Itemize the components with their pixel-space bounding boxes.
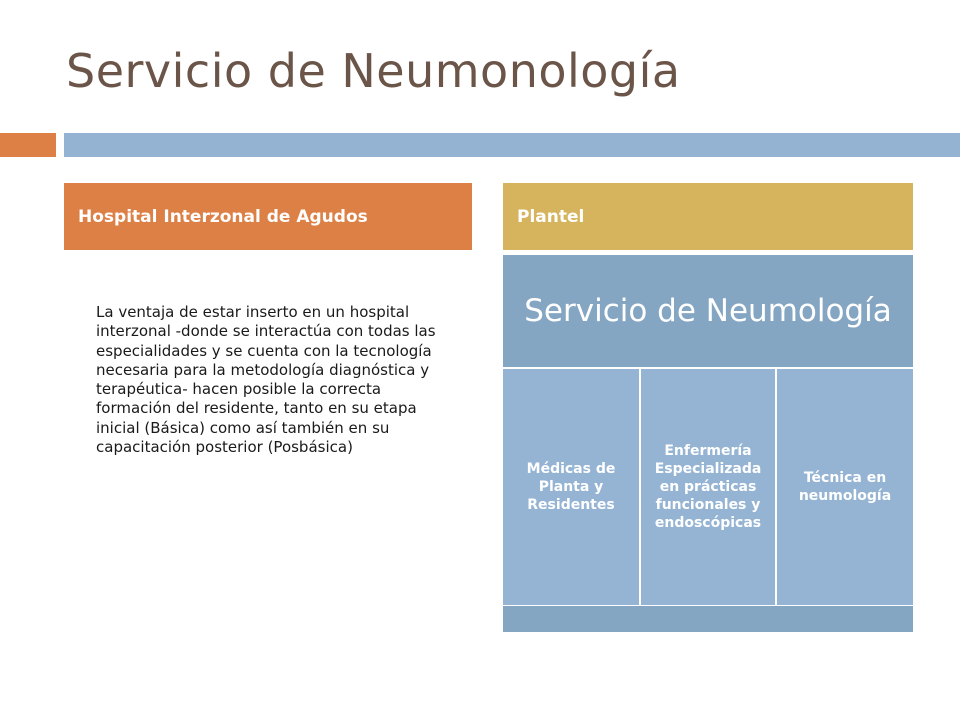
accent-bar-blue [64,133,960,157]
org-chart-child-box [641,369,775,605]
org-chart-footer-bar [503,606,913,632]
org-chart-child-box [503,369,639,605]
org-chart-top-box [503,255,913,367]
org-chart-child-box [777,369,913,605]
right-column-header-label: Plantel [517,206,585,227]
left-column-header-label: Hospital Interzonal de Agudos [78,206,368,227]
org-chart-top-label: Servicio de Neumología [524,293,892,329]
slide-title: Servicio de Neumonología [66,44,681,98]
org-chart-child-label: Enfermería Especializada en prácticas funcionales y endoscópicas [654,443,762,531]
right-column-header [503,183,913,250]
org-chart-child-label: Técnica en neumología [798,470,892,504]
left-column-body: La ventaja de estar inserto en un hospital interzonal -donde se interactúa con todas las especialidades y se cuenta con la tecnología necesaria para la metodología diagnóstica y terapéutica- hacen posible la correcta formación del residente, tanto en su etapa inicial (Básica) como así también en su capacitación posterior (Posbásica) [96,303,436,457]
org-chart-child-label: Médicas de Planta y Residentes [526,461,616,513]
left-column-header [64,183,472,250]
accent-bar-orange [0,133,56,157]
